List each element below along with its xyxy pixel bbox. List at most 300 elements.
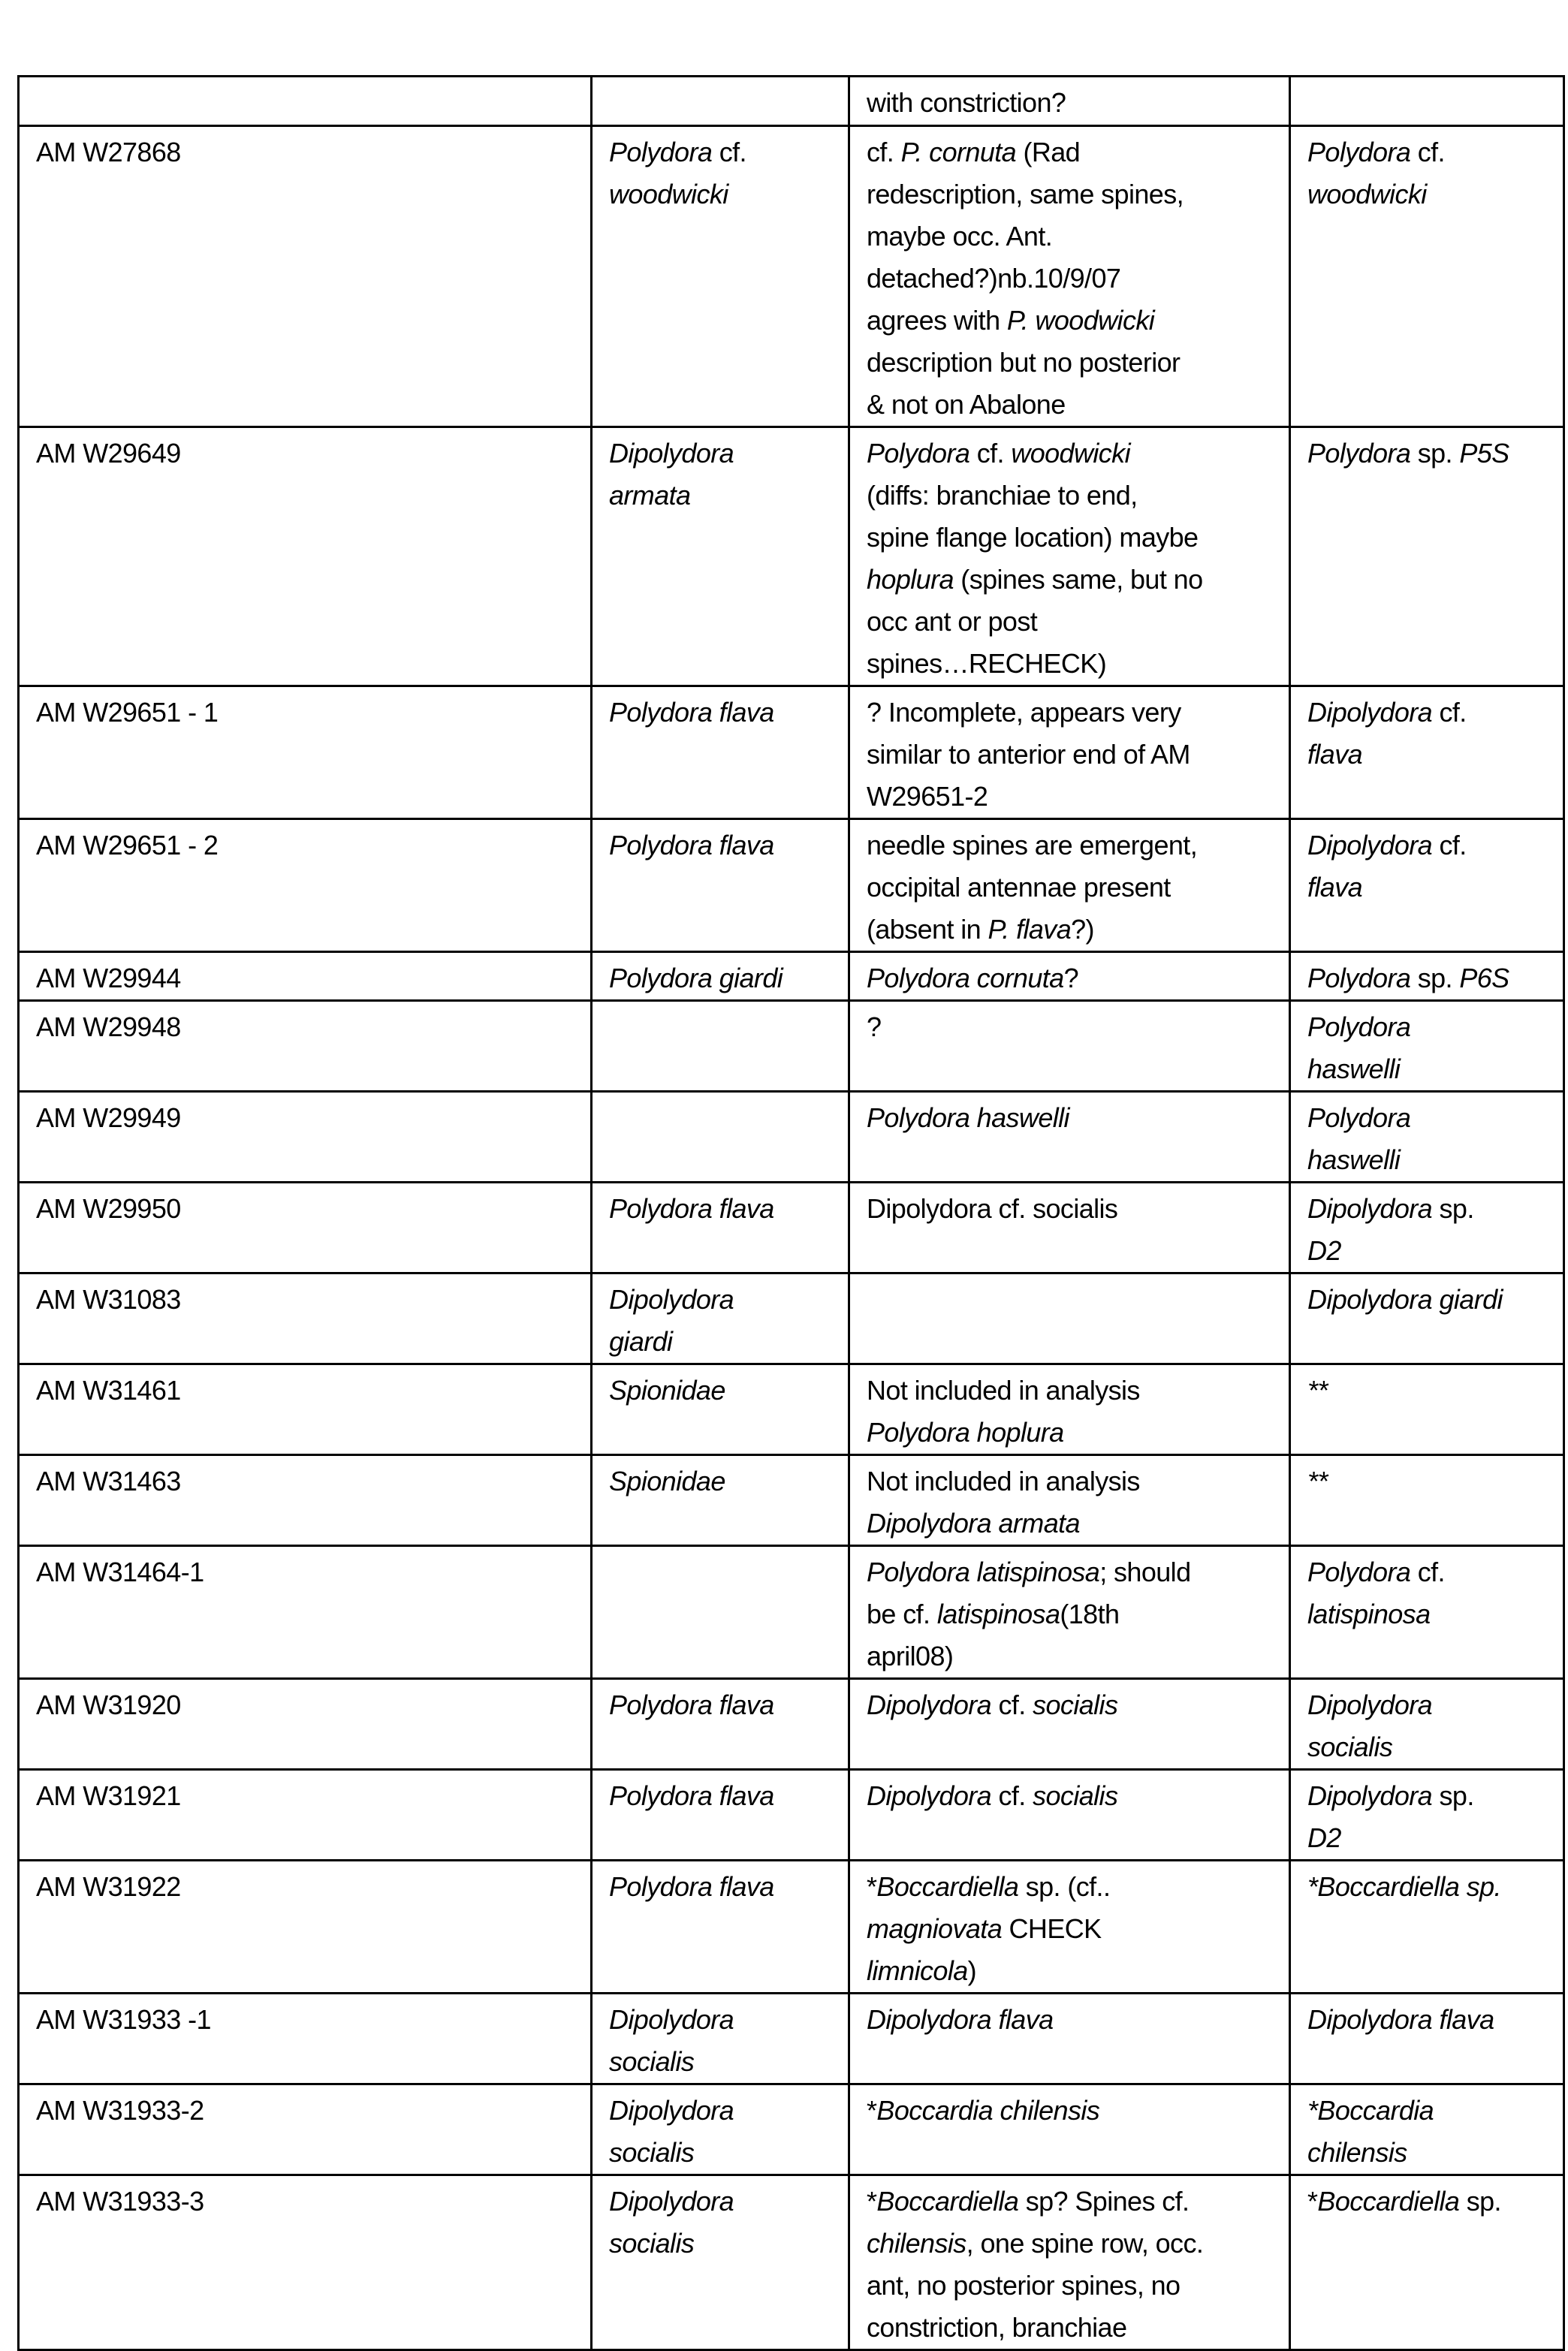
italic-taxon-text: haswelli <box>1307 1053 1401 1084</box>
plain-text: AM W31083 <box>36 1284 181 1315</box>
final-identification-cell <box>1290 1273 1564 1364</box>
plain-text: * <box>867 2095 877 2126</box>
italic-taxon-text: Polydora giardi <box>609 963 783 993</box>
registration-number-cell <box>19 1455 592 1546</box>
cell-text-line <box>867 559 1274 601</box>
cell-text-line <box>1307 1097 1548 1139</box>
cell-text-line <box>36 1460 575 1503</box>
final-identification-cell <box>1290 1183 1564 1273</box>
italic-taxon-text: Dipolydora <box>609 1284 734 1315</box>
table-row <box>19 77 1564 126</box>
table-row <box>19 819 1564 952</box>
plain-text: AM W29950 <box>36 1193 181 1224</box>
table-row <box>19 2175 1564 2350</box>
plain-text: Not included in analysis <box>867 1375 1140 1406</box>
italic-taxon-text: P. flava <box>988 914 1072 945</box>
cell-text-line <box>1307 957 1548 999</box>
plain-text: AM W29944 <box>36 963 181 993</box>
plain-text: sp. <box>1459 2186 1501 2217</box>
table-row <box>19 1546 1564 1679</box>
plain-text: cf. <box>969 438 1012 469</box>
italic-taxon-text: Polydora flava <box>609 1871 774 1902</box>
plain-text: cf. <box>1432 830 1467 861</box>
cell-text-line <box>867 342 1274 384</box>
cell-text-line <box>867 1097 1274 1139</box>
italic-taxon-text: socialis <box>1033 1780 1118 1811</box>
italic-taxon-text: D2 <box>1307 1822 1341 1853</box>
cell-text-line <box>1307 433 1548 475</box>
italic-taxon-text: haswelli <box>1307 1144 1401 1175</box>
plain-text: AM W31933-3 <box>36 2186 204 2217</box>
plain-text: ; should <box>1099 1557 1191 1587</box>
notes-cell <box>849 1364 1290 1455</box>
cell-text-line <box>867 1503 1274 1545</box>
notes-cell <box>849 427 1290 686</box>
cell-text-line <box>1307 2181 1548 2223</box>
plain-text: CHECK <box>1002 1913 1102 1944</box>
cell-text-line <box>867 82 1274 124</box>
table-row <box>19 1273 1564 1364</box>
plain-text: spine flange location) maybe <box>867 522 1199 553</box>
registration-number-cell <box>19 1183 592 1273</box>
museum-identification-cell <box>592 1994 849 2084</box>
cell-text-line <box>867 957 1274 999</box>
registration-number-cell <box>19 77 592 126</box>
table-row <box>19 952 1564 1001</box>
italic-taxon-text: socialis <box>609 2046 695 2077</box>
cell-text-line <box>1307 1866 1548 1908</box>
plain-text: occ ant or post <box>867 606 1038 637</box>
table-row <box>19 427 1564 686</box>
plain-text: AM W29649 <box>36 438 181 469</box>
plain-text: sp. <box>1432 1193 1474 1224</box>
museum-identification-cell <box>592 1546 849 1679</box>
italic-taxon-text: Boccardiella <box>876 1871 1019 1902</box>
cell-text-line <box>36 1097 575 1139</box>
final-identification-cell <box>1290 686 1564 819</box>
cell-text-line <box>1307 1370 1548 1412</box>
cell-text-line <box>1307 1460 1548 1503</box>
plain-text: Not included in analysis <box>867 1466 1140 1497</box>
cell-text-line <box>36 1775 575 1817</box>
cell-text-line <box>1307 1817 1548 1859</box>
italic-taxon-text: *Boccardiella sp. <box>1307 1871 1501 1902</box>
plain-text: (absent in <box>867 914 988 945</box>
notes-cell <box>849 952 1290 1001</box>
plain-text: april08) <box>867 1641 954 1671</box>
cell-text-line <box>1307 734 1548 776</box>
italic-taxon-text: socialis <box>609 2228 695 2259</box>
italic-taxon-text: armata <box>609 480 691 511</box>
plain-text: maybe occ. Ant. <box>867 221 1053 252</box>
notes-cell <box>849 1546 1290 1679</box>
plain-text: AM W29949 <box>36 1102 181 1133</box>
cell-text-line <box>867 1684 1274 1726</box>
plain-text: & not on Abalone <box>867 389 1066 420</box>
plain-text: AM W29948 <box>36 1011 181 1042</box>
final-identification-cell <box>1290 427 1564 686</box>
cell-text-line <box>867 517 1274 559</box>
table-row <box>19 1679 1564 1770</box>
cell-text-line <box>867 1999 1274 2041</box>
cell-text-line <box>867 2265 1274 2307</box>
plain-text: AM W31464-1 <box>36 1557 204 1587</box>
plain-text: * <box>867 1871 877 1902</box>
cell-text-line <box>36 824 575 867</box>
italic-taxon-text: Dipolydora <box>867 1780 992 1811</box>
cell-text-line <box>609 824 833 867</box>
plain-text: (Rad <box>1016 137 1081 167</box>
plain-text: detached?)nb.10/9/07 <box>867 263 1121 294</box>
cell-text-line <box>867 1866 1274 1908</box>
cell-text-line <box>1307 131 1548 173</box>
plain-text: , one spine row, occ. <box>966 2228 1204 2259</box>
cell-text-line <box>867 1635 1274 1677</box>
italic-taxon-text: flava <box>1307 739 1363 770</box>
cell-text-line <box>609 957 833 999</box>
cell-text-line <box>609 2041 833 2083</box>
final-identification-cell <box>1290 2084 1564 2175</box>
cell-text-line <box>36 1006 575 1048</box>
notes-cell <box>849 686 1290 819</box>
plain-text: AM W31921 <box>36 1780 181 1811</box>
cell-text-line <box>867 1188 1274 1230</box>
plain-text: AM W29651 - 1 <box>36 697 219 728</box>
registration-number-cell <box>19 1994 592 2084</box>
cell-text-line <box>867 2181 1274 2223</box>
plain-text: AM W31461 <box>36 1375 181 1406</box>
italic-taxon-text: Dipolydora flava <box>1307 2004 1494 2035</box>
table-row <box>19 1364 1564 1455</box>
italic-taxon-text: Boccardiella <box>876 2186 1019 2217</box>
plain-text: AM W31463 <box>36 1466 181 1497</box>
italic-taxon-text: Dipolydora <box>1307 830 1433 861</box>
registration-number-cell <box>19 686 592 819</box>
cell-text-line <box>609 475 833 517</box>
plain-text: sp? Spines cf. <box>1018 2186 1190 2217</box>
plain-text: * <box>867 2186 877 2217</box>
plain-text: cf. <box>991 1689 1033 1720</box>
plain-text: AM W27868 <box>36 137 181 167</box>
registration-number-cell <box>19 126 592 427</box>
cell-text-line <box>1307 1684 1548 1726</box>
plain-text: sp. <box>1410 963 1460 993</box>
plain-text: cf. <box>991 1780 1033 1811</box>
plain-text: ant, no posterior spines, no <box>867 2270 1181 2301</box>
final-identification-cell <box>1290 952 1564 1001</box>
notes-cell <box>849 2084 1290 2175</box>
cell-text-line <box>867 867 1274 909</box>
italic-taxon-text: Polydora hoplura <box>867 1417 1064 1448</box>
museum-identification-cell <box>592 2084 849 2175</box>
cell-text-line <box>867 216 1274 258</box>
final-identification-cell <box>1290 1861 1564 1994</box>
italic-taxon-text: Polydora <box>867 438 970 469</box>
plain-text: cf. <box>1410 1557 1445 1587</box>
notes-cell <box>849 77 1290 126</box>
museum-identification-cell <box>592 427 849 686</box>
italic-taxon-text: woodwicki <box>609 179 728 209</box>
cell-text-line <box>36 1999 575 2041</box>
final-identification-cell <box>1290 1546 1564 1679</box>
notes-cell <box>849 1994 1290 2084</box>
cell-text-line <box>36 1866 575 1908</box>
italic-taxon-text: Dipolydora <box>1307 697 1433 728</box>
final-identification-cell <box>1290 2175 1564 2350</box>
cell-text-line <box>1307 2132 1548 2174</box>
final-identification-cell <box>1290 1679 1564 1770</box>
cell-text-line <box>609 2181 833 2223</box>
cell-text-line <box>36 2181 575 2223</box>
italic-taxon-text: Dipolydora <box>1307 1689 1433 1720</box>
notes-cell <box>849 1861 1290 1994</box>
cell-text-line <box>867 824 1274 867</box>
plain-text: needle spines are emergent, <box>867 830 1198 861</box>
cell-text-line <box>609 1866 833 1908</box>
italic-taxon-text: P6S <box>1459 963 1509 993</box>
italic-taxon-text: chilensis <box>867 2228 966 2259</box>
cell-text-line <box>867 258 1274 300</box>
plain-text: W29651-2 <box>867 781 988 812</box>
specimen-identification-table <box>17 75 1565 2351</box>
notes-cell <box>849 1679 1290 1770</box>
cell-text-line <box>36 1188 575 1230</box>
final-identification-cell <box>1290 1001 1564 1092</box>
plain-text: AM W31933-2 <box>36 2095 204 2126</box>
plain-text: AM W31920 <box>36 1689 181 1720</box>
plain-text: constriction, branchiae <box>867 2312 1127 2343</box>
museum-identification-cell <box>592 77 849 126</box>
museum-identification-cell <box>592 126 849 427</box>
italic-taxon-text: latispinosa <box>1307 1599 1431 1629</box>
cell-text-line <box>1307 1551 1548 1593</box>
cell-text-line <box>1307 1279 1548 1321</box>
plain-text: sp. <box>1432 1780 1474 1811</box>
cell-text-line <box>867 692 1274 734</box>
registration-number-cell <box>19 952 592 1001</box>
plain-text: AM W31933 -1 <box>36 2004 211 2035</box>
museum-identification-cell <box>592 1364 849 1455</box>
cell-text-line <box>867 1593 1274 1635</box>
table-row <box>19 1001 1564 1092</box>
notes-cell <box>849 1455 1290 1546</box>
cell-text-line <box>867 643 1274 685</box>
cell-text-line <box>867 173 1274 216</box>
plain-text: cf. <box>1410 137 1445 167</box>
italic-taxon-text: Dipolydora giardi <box>1307 1284 1503 1315</box>
museum-identification-cell <box>592 1770 849 1861</box>
italic-taxon-text: D2 <box>1307 1235 1341 1266</box>
cell-text-line <box>1307 867 1548 909</box>
cell-text-line <box>609 1684 833 1726</box>
italic-taxon-text: magniovata <box>867 1913 1003 1944</box>
italic-taxon-text: Dipolydora armata <box>867 1508 1080 1539</box>
italic-taxon-text: Polydora <box>1307 1557 1411 1587</box>
cell-text-line <box>867 1006 1274 1048</box>
table-row <box>19 1183 1564 1273</box>
cell-text-line <box>867 776 1274 818</box>
cell-text-line <box>1307 1775 1548 1817</box>
plain-text: sp. (cf.. <box>1018 1871 1111 1902</box>
plain-text: (diffs: branchiae to end, <box>867 480 1138 511</box>
cell-text-line <box>867 384 1274 426</box>
italic-taxon-text: *Boccardia <box>1307 2095 1434 2126</box>
museum-identification-cell <box>592 1861 849 1994</box>
table-row <box>19 686 1564 819</box>
final-identification-cell <box>1290 1770 1564 1861</box>
registration-number-cell <box>19 1679 592 1770</box>
italic-taxon-text: Boccardia chilensis <box>876 2095 1100 2126</box>
cell-text-line <box>609 2223 833 2265</box>
museum-identification-cell <box>592 952 849 1001</box>
museum-identification-cell <box>592 1679 849 1770</box>
italic-taxon-text: Polydora flava <box>609 697 774 728</box>
registration-number-cell <box>19 1364 592 1455</box>
italic-taxon-text: Polydora haswelli <box>867 1102 1069 1133</box>
cell-text-line <box>36 1684 575 1726</box>
italic-taxon-text: socialis <box>1307 1732 1393 1762</box>
final-identification-cell <box>1290 1455 1564 1546</box>
italic-taxon-text: woodwicki <box>1011 438 1130 469</box>
museum-identification-cell <box>592 1001 849 1092</box>
notes-cell <box>849 1273 1290 1364</box>
italic-taxon-text: flava <box>1307 872 1363 903</box>
italic-taxon-text: Polydora <box>1307 137 1411 167</box>
italic-taxon-text: Dipolydora <box>609 438 734 469</box>
museum-identification-cell <box>592 1183 849 1273</box>
cell-text-line <box>1307 1139 1548 1181</box>
plain-text: * <box>1307 2186 1318 2217</box>
cell-text-line <box>36 692 575 734</box>
cell-text-line <box>1307 692 1548 734</box>
cell-text-line <box>867 1460 1274 1503</box>
cell-text-line <box>867 2307 1274 2349</box>
cell-text-line <box>609 1999 833 2041</box>
italic-taxon-text: giardi <box>609 1326 673 1357</box>
registration-number-cell <box>19 1092 592 1183</box>
notes-cell <box>849 2175 1290 2350</box>
italic-taxon-text: Dipolydora <box>867 1689 992 1720</box>
cell-text-line <box>609 1188 833 1230</box>
table-row <box>19 1994 1564 2084</box>
museum-identification-cell <box>592 2175 849 2350</box>
cell-text-line <box>867 300 1274 342</box>
registration-number-cell <box>19 2084 592 2175</box>
plain-text: ? <box>1063 963 1078 993</box>
cell-text-line <box>867 734 1274 776</box>
italic-taxon-text: Polydora flava <box>609 1689 774 1720</box>
cell-text-line <box>609 2132 833 2174</box>
notes-cell <box>849 1001 1290 1092</box>
cell-text-line <box>867 433 1274 475</box>
final-identification-cell <box>1290 1994 1564 2084</box>
cell-text-line <box>1307 824 1548 867</box>
registration-number-cell <box>19 2175 592 2350</box>
cell-text-line <box>867 475 1274 517</box>
cell-text-line <box>609 1279 833 1321</box>
cell-text-line <box>867 1412 1274 1454</box>
italic-taxon-text: socialis <box>609 2137 695 2168</box>
notes-cell <box>849 126 1290 427</box>
italic-taxon-text: P. cornuta <box>900 137 1017 167</box>
italic-taxon-text: ** <box>1307 1375 1328 1406</box>
italic-taxon-text: Dipolydora <box>609 2004 734 2035</box>
italic-taxon-text: Polydora <box>1307 1011 1411 1042</box>
italic-taxon-text: chilensis <box>1307 2137 1407 2168</box>
cell-text-line <box>867 2090 1274 2132</box>
plain-text: occipital antennae present <box>867 872 1171 903</box>
registration-number-cell <box>19 1861 592 1994</box>
cell-text-line <box>36 1370 575 1412</box>
cell-text-line <box>609 692 833 734</box>
italic-taxon-text: ** <box>1307 1466 1328 1497</box>
italic-taxon-text: Spionidae <box>609 1466 725 1497</box>
notes-cell <box>849 1183 1290 1273</box>
italic-taxon-text: socialis <box>1033 1689 1118 1720</box>
cell-text-line <box>1307 1230 1548 1272</box>
final-identification-cell <box>1290 1364 1564 1455</box>
registration-number-cell <box>19 1770 592 1861</box>
table-row <box>19 1861 1564 1994</box>
cell-text-line <box>867 1950 1274 1992</box>
final-identification-cell <box>1290 126 1564 427</box>
italic-taxon-text: Polydora cornuta <box>867 963 1064 993</box>
table-row <box>19 1770 1564 1861</box>
italic-taxon-text: Polydora flava <box>609 1780 774 1811</box>
cell-text-line <box>36 131 575 173</box>
italic-taxon-text: Polydora <box>1307 438 1411 469</box>
italic-taxon-text: P5S <box>1459 438 1509 469</box>
cell-text-line <box>1307 173 1548 216</box>
plain-text: ?) <box>1071 914 1094 945</box>
cell-text-line <box>867 1370 1274 1412</box>
museum-identification-cell <box>592 686 849 819</box>
italic-taxon-text: Polydora latispinosa <box>867 1557 1100 1587</box>
cell-text-line <box>867 131 1274 173</box>
plain-text: ? Incomplete, appears very <box>867 697 1181 728</box>
italic-taxon-text: limnicola <box>867 1955 968 1986</box>
registration-number-cell <box>19 819 592 952</box>
cell-text-line <box>36 433 575 475</box>
table-row <box>19 1455 1564 1546</box>
italic-taxon-text: Spionidae <box>609 1375 725 1406</box>
plain-text: redescription, same spines, <box>867 179 1184 209</box>
notes-cell <box>849 1770 1290 1861</box>
cell-text-line <box>1307 2090 1548 2132</box>
plain-text: ? <box>867 1011 882 1042</box>
plain-text: cf. <box>1432 697 1467 728</box>
cell-text-line <box>36 1279 575 1321</box>
cell-text-line <box>36 957 575 999</box>
italic-taxon-text: Boccardiella <box>1317 2186 1460 2217</box>
italic-taxon-text: Polydora <box>1307 963 1411 993</box>
cell-text-line <box>1307 1593 1548 1635</box>
final-identification-cell <box>1290 77 1564 126</box>
italic-taxon-text: latispinosa <box>936 1599 1060 1629</box>
registration-number-cell <box>19 1273 592 1364</box>
italic-taxon-text: Dipolydora <box>609 2186 734 2217</box>
cell-text-line <box>867 909 1274 951</box>
italic-taxon-text: Polydora <box>609 137 713 167</box>
museum-identification-cell <box>592 1455 849 1546</box>
cell-text-line <box>1307 1726 1548 1768</box>
table-row <box>19 126 1564 427</box>
italic-taxon-text: Dipolydora <box>1307 1193 1433 1224</box>
final-identification-cell <box>1290 819 1564 952</box>
cell-text-line <box>609 1460 833 1503</box>
museum-identification-cell <box>592 1092 849 1183</box>
cell-text-line <box>609 2090 833 2132</box>
